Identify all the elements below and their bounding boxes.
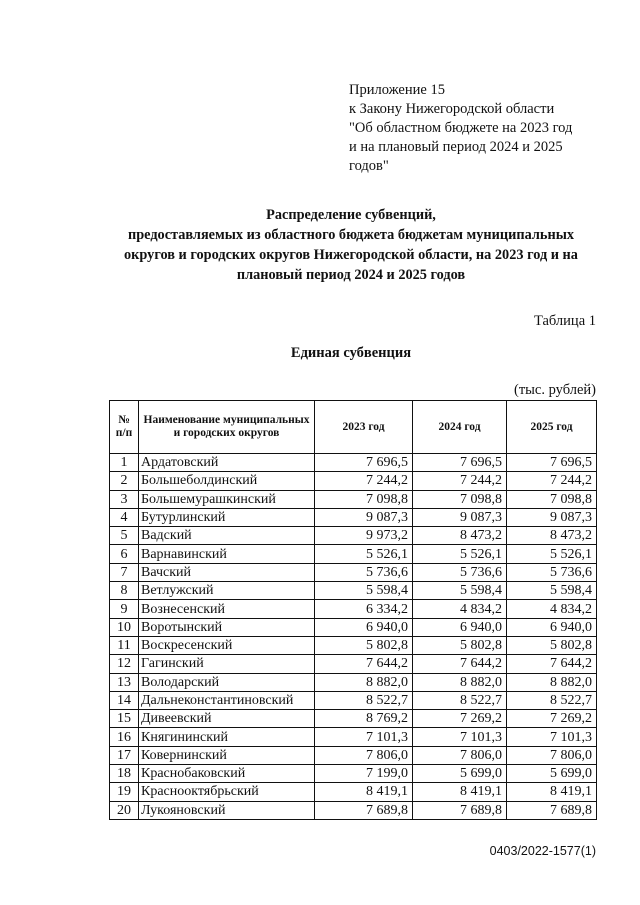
- subvention-title: Единая субвенция: [290, 345, 412, 361]
- district-name-cell: Ветлужский: [139, 582, 315, 600]
- title-line: Распределение субвенций,: [266, 207, 436, 223]
- value-2024-cell: 8 882,0: [413, 673, 507, 691]
- value-2023-cell: 7 101,3: [315, 728, 413, 746]
- value-2023-cell: 5 736,6: [315, 563, 413, 581]
- value-2024-cell: 7 644,2: [413, 655, 507, 673]
- district-name-cell: Гагинский: [139, 655, 315, 673]
- title-line: предоставляемых из областного бюджета бюджетам муниципальных: [127, 227, 575, 243]
- value-2024-cell: 9 087,3: [413, 508, 507, 526]
- appendix-line: к Закону Нижегородской области: [349, 101, 555, 117]
- value-2023-cell: 7 244,2: [315, 472, 413, 490]
- value-2023-cell: 6 334,2: [315, 600, 413, 618]
- row-number-cell: 16: [110, 728, 139, 746]
- district-name-cell: Вадский: [139, 527, 315, 545]
- district-name-cell: Вознесенский: [139, 600, 315, 618]
- district-name-cell: Дивеевский: [139, 710, 315, 728]
- value-2024-cell: 5 736,6: [413, 563, 507, 581]
- table-row: [110, 655, 597, 673]
- header-num: № п/п: [110, 401, 139, 454]
- district-name-cell: Большемурашкинский: [139, 490, 315, 508]
- value-2024-cell: 5 598,4: [413, 582, 507, 600]
- subvention-table: [109, 400, 597, 820]
- row-number-cell: 10: [110, 618, 139, 636]
- value-2025-cell: 7 269,2: [507, 710, 597, 728]
- value-2025-cell: 7 244,2: [507, 472, 597, 490]
- appendix-reference: [349, 81, 609, 176]
- table-row: [110, 801, 597, 819]
- value-2025-cell: 5 736,6: [507, 563, 597, 581]
- row-number-cell: 4: [110, 508, 139, 526]
- district-name-cell: Воскресенский: [139, 636, 315, 654]
- row-number-cell: 12: [110, 655, 139, 673]
- row-number-cell: 18: [110, 765, 139, 783]
- row-number-cell: 15: [110, 710, 139, 728]
- district-name-cell: Дальнеконстантиновский: [139, 691, 315, 709]
- value-2023-cell: 5 802,8: [315, 636, 413, 654]
- header-name: Наименование муниципальных и городских округов: [139, 401, 315, 454]
- appendix-line: "Об областном бюджете на 2023 год: [349, 120, 573, 136]
- appendix-line: годов": [349, 158, 389, 174]
- table-row: [110, 783, 597, 801]
- value-2024-cell: 5 526,1: [413, 545, 507, 563]
- value-2024-cell: 7 696,5: [413, 454, 507, 472]
- table-row: [110, 600, 597, 618]
- value-2025-cell: 9 087,3: [507, 508, 597, 526]
- district-name-cell: Краснооктябрьский: [139, 783, 315, 801]
- table-row: [110, 582, 597, 600]
- value-2023-cell: 5 598,4: [315, 582, 413, 600]
- value-2024-cell: 6 940,0: [413, 618, 507, 636]
- row-number-cell: 20: [110, 801, 139, 819]
- value-2025-cell: 6 940,0: [507, 618, 597, 636]
- value-2025-cell: 7 806,0: [507, 746, 597, 764]
- row-number-cell: 2: [110, 472, 139, 490]
- value-2025-cell: 4 834,2: [507, 600, 597, 618]
- table-body: [110, 454, 597, 820]
- value-2024-cell: 5 802,8: [413, 636, 507, 654]
- row-number-cell: 9: [110, 600, 139, 618]
- table-row: [110, 563, 597, 581]
- value-2025-cell: 8 473,2: [507, 527, 597, 545]
- document-title: [100, 205, 602, 285]
- table-header-row: [110, 401, 597, 454]
- table-row: [110, 728, 597, 746]
- value-2024-cell: 8 473,2: [413, 527, 507, 545]
- district-name-cell: Лукояновский: [139, 801, 315, 819]
- title-line: плановый период 2024 и 2025 годов: [236, 267, 466, 283]
- value-2023-cell: 8 419,1: [315, 783, 413, 801]
- row-number-cell: 7: [110, 563, 139, 581]
- units-label: (тыс. рублей): [514, 382, 596, 398]
- district-name-cell: Бутурлинский: [139, 508, 315, 526]
- value-2023-cell: 7 199,0: [315, 765, 413, 783]
- value-2024-cell: 7 101,3: [413, 728, 507, 746]
- table-row: [110, 527, 597, 545]
- value-2024-cell: 5 699,0: [413, 765, 507, 783]
- district-name-cell: Краснобаковский: [139, 765, 315, 783]
- value-2025-cell: 8 882,0: [507, 673, 597, 691]
- table-row: [110, 710, 597, 728]
- header-2024: 2024 год: [413, 401, 507, 454]
- value-2025-cell: 5 526,1: [507, 545, 597, 563]
- header-2025: 2025 год: [507, 401, 597, 454]
- district-name-cell: Ардатовский: [139, 454, 315, 472]
- table-row: [110, 765, 597, 783]
- row-number-cell: 8: [110, 582, 139, 600]
- table-row: [110, 454, 597, 472]
- value-2023-cell: 7 806,0: [315, 746, 413, 764]
- value-2023-cell: 8 522,7: [315, 691, 413, 709]
- appendix-line: Приложение 15: [349, 82, 445, 98]
- district-name-cell: Воротынский: [139, 618, 315, 636]
- title-line: округов и городских округов Нижегородской области, на 2023 год и на: [124, 247, 578, 263]
- district-name-cell: Ковернинский: [139, 746, 315, 764]
- value-2025-cell: 5 598,4: [507, 582, 597, 600]
- row-number-cell: 13: [110, 673, 139, 691]
- district-name-cell: Володарский: [139, 673, 315, 691]
- value-2024-cell: 4 834,2: [413, 600, 507, 618]
- table-row: [110, 618, 597, 636]
- value-2025-cell: 5 802,8: [507, 636, 597, 654]
- document-number: 0403/2022-1577(1): [489, 844, 596, 858]
- row-number-cell: 6: [110, 545, 139, 563]
- value-2023-cell: 9 973,2: [315, 527, 413, 545]
- district-name-cell: Варнавинский: [139, 545, 315, 563]
- value-2024-cell: 7 269,2: [413, 710, 507, 728]
- value-2023-cell: 7 689,8: [315, 801, 413, 819]
- value-2024-cell: 7 806,0: [413, 746, 507, 764]
- table-row: [110, 545, 597, 563]
- value-2023-cell: 5 526,1: [315, 545, 413, 563]
- value-2023-cell: 7 644,2: [315, 655, 413, 673]
- value-2023-cell: 7 696,5: [315, 454, 413, 472]
- header-2023: 2023 год: [315, 401, 413, 454]
- value-2024-cell: 7 244,2: [413, 472, 507, 490]
- value-2025-cell: 7 101,3: [507, 728, 597, 746]
- row-number-cell: 14: [110, 691, 139, 709]
- appendix-line: и на плановый период 2024 и 2025: [349, 139, 563, 155]
- row-number-cell: 1: [110, 454, 139, 472]
- value-2025-cell: 5 699,0: [507, 765, 597, 783]
- table-row: [110, 490, 597, 508]
- table-row: [110, 746, 597, 764]
- value-2023-cell: 9 087,3: [315, 508, 413, 526]
- value-2025-cell: 7 696,5: [507, 454, 597, 472]
- value-2025-cell: 8 522,7: [507, 691, 597, 709]
- value-2024-cell: 7 098,8: [413, 490, 507, 508]
- table-label: Таблица 1: [533, 313, 596, 329]
- value-2025-cell: 8 419,1: [507, 783, 597, 801]
- district-name-cell: Княгининский: [139, 728, 315, 746]
- value-2025-cell: 7 689,8: [507, 801, 597, 819]
- value-2025-cell: 7 644,2: [507, 655, 597, 673]
- value-2024-cell: 8 522,7: [413, 691, 507, 709]
- value-2023-cell: 7 098,8: [315, 490, 413, 508]
- district-name-cell: Вачский: [139, 563, 315, 581]
- district-name-cell: Большеболдинский: [139, 472, 315, 490]
- row-number-cell: 3: [110, 490, 139, 508]
- value-2023-cell: 8 882,0: [315, 673, 413, 691]
- row-number-cell: 19: [110, 783, 139, 801]
- value-2024-cell: 7 689,8: [413, 801, 507, 819]
- row-number-cell: 17: [110, 746, 139, 764]
- value-2023-cell: 6 940,0: [315, 618, 413, 636]
- table-row: [110, 636, 597, 654]
- row-number-cell: 5: [110, 527, 139, 545]
- table-row: [110, 472, 597, 490]
- row-number-cell: 11: [110, 636, 139, 654]
- value-2025-cell: 7 098,8: [507, 490, 597, 508]
- value-2024-cell: 8 419,1: [413, 783, 507, 801]
- table-row: [110, 673, 597, 691]
- value-2023-cell: 8 769,2: [315, 710, 413, 728]
- table-row: [110, 508, 597, 526]
- table-row: [110, 691, 597, 709]
